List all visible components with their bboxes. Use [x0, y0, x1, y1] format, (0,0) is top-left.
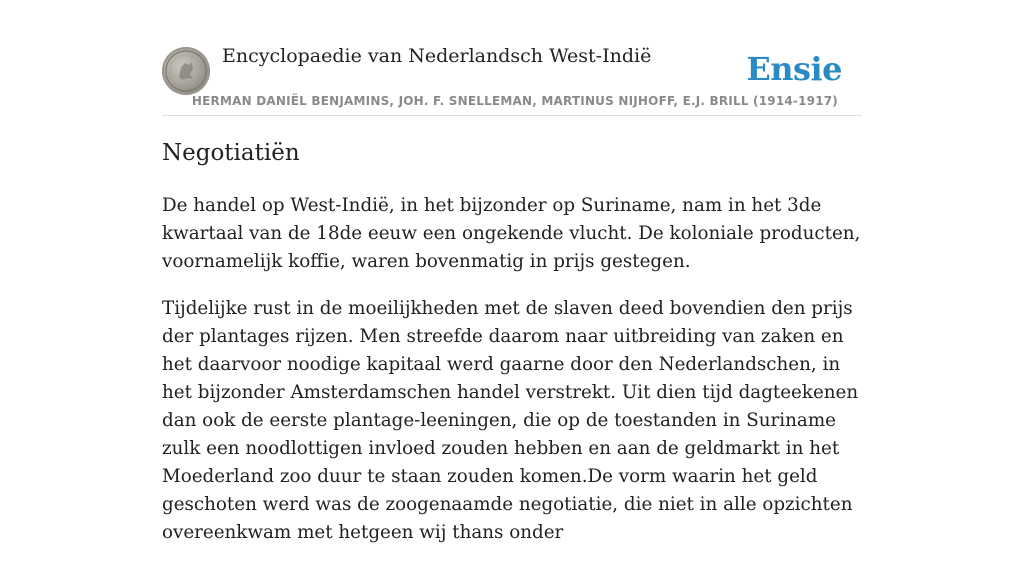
authors-line: HERMAN DANIËL BENJAMINS, JOH. F. SNELLEMAN, MARTINUS NIJHOFF, E.J. BRILL (1914-1917)	[191, 94, 838, 108]
article-title: Negotiatiën	[162, 140, 300, 166]
coin-seal-icon[interactable]	[162, 47, 210, 95]
book-title[interactable]: Encyclopaedie van Nederlandsch West-Indië	[222, 45, 652, 67]
brand-logo[interactable]: Ensie	[746, 50, 842, 88]
article-body	[162, 192, 862, 566]
article-paragraph: Tijdelijke rust in de moeilijkheden met de slaven deed bovendien den prijs der plantages rijzen. Men streefde daarom naar uitbreiding van zaken en het daarvoor noodige kapitaal werd gaarne door den Nederlandschen, in het bijzonder Amsterdamschen handel verstrekt. Uit dien tijd dagteekenen dan ook de eerste plantage-leeningen, die op de toestanden in Suriname zulk een noodlottigen invloed zouden hebben en aan de geldmarkt in het Moederland zoo duur te staan zouden komen.De vorm waarin het geld geschoten werd was de zoogenaamde negotiatie, die niet in alle opzichten overeenkwam met hetgeen wij thans onder	[162, 298, 859, 543]
header-divider	[162, 115, 862, 116]
article-paragraph: De handel op West-Indië, in het bijzonder op Suriname, nam in het 3de kwartaal van de 18de eeuw een ongekende vlucht. De koloniale producten, voornamelijk koffie, waren bovenmatig in prijs gestegen.	[162, 195, 861, 272]
